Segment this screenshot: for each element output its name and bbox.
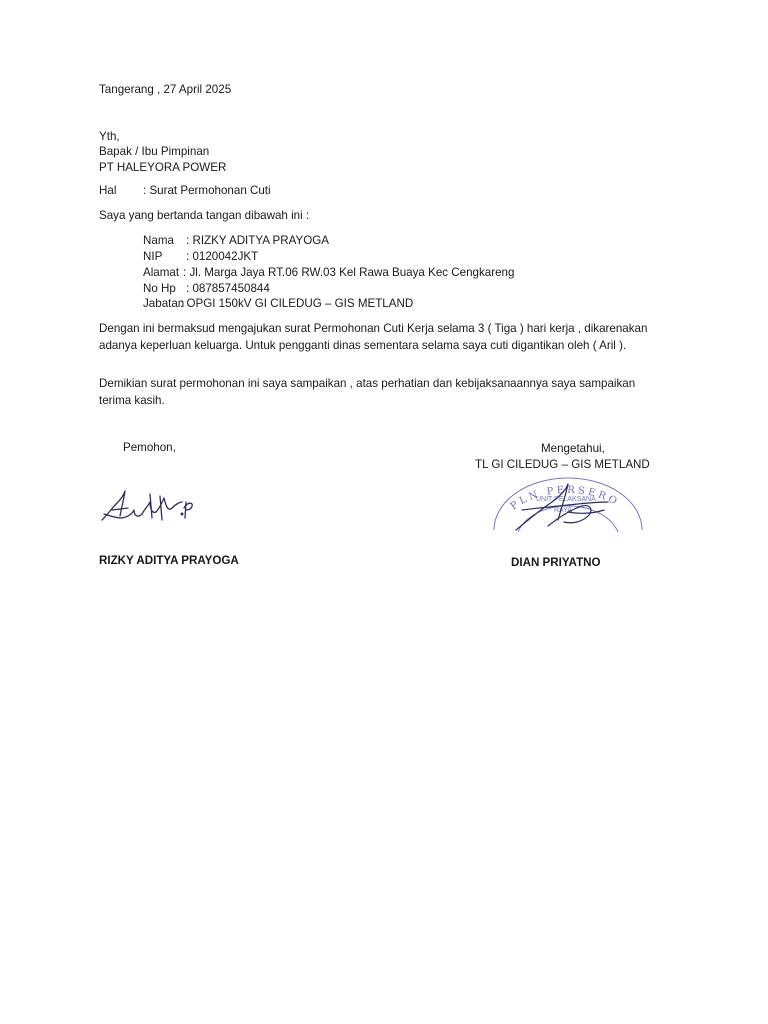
approver-heading-1: Mengetahui,: [541, 442, 605, 455]
approver-name: DIAN PRIYATNO: [511, 556, 601, 569]
body-paragraph-1: Dengan ini bermaksud mengajukan surat Permohonan Cuti Kerja selama 3 ( Tiga ) hari kerja , dikarenakan adanya keperluan keluarga. Untuk pengganti dinas sementara selama saya cuti digantikan oleh ( Aril ).: [99, 322, 648, 352]
subject-value: : Surat Permohonan Cuti: [143, 184, 271, 197]
field-value: : RIZKY ADITYA PRAYOGA: [186, 234, 330, 247]
approver-signature: [508, 480, 618, 540]
approver-heading-2: TL GI CILEDUG – GIS METLAND: [475, 458, 650, 471]
stamp-inner-text: UNIT PELAKSANA: [536, 496, 596, 503]
field-label: NIP: [143, 250, 163, 263]
field-nip: [143, 249, 258, 264]
body-paragraph-2: Demikian surat permohonan ini saya sampaikan , atas perhatian dan kebijaksanaannya saya sampaikan terima kasih.: [99, 377, 636, 407]
field-label: Nama: [143, 234, 174, 247]
field-label: Alamat: [143, 266, 180, 279]
stamp-inner-text-2: RAYA: [554, 507, 573, 514]
intro-text: Saya yang bertanda tangan dibawah ini :: [99, 209, 310, 222]
field-value: : OPGI 150kV GI CILEDUG – GIS METLAND: [180, 297, 414, 310]
recipient-line2: PT HALEYORA POWER: [99, 161, 227, 174]
field-jabatan: [143, 296, 413, 311]
place-date: Tangerang , 27 April 2025: [99, 83, 232, 96]
stamp-outer-text: PLN PERSERO: [508, 484, 622, 513]
field-label: No Hp: [143, 282, 176, 295]
applicant-signature: [98, 488, 198, 528]
field-value: : Jl. Marga Jaya RT.06 RW.03 Kel Rawa Buaya Kec Cengkareng: [183, 266, 515, 279]
field-nohp: [143, 281, 270, 296]
field-nama: [143, 233, 329, 248]
field-label: Jabatan: [143, 297, 185, 310]
applicant-heading: Pemohon,: [123, 441, 176, 454]
subject-label: Hal: [99, 184, 117, 197]
recipient-line1: Bapak / Ibu Pimpinan: [99, 145, 210, 158]
applicant-name: RIZKY ADITYA PRAYOGA: [99, 554, 239, 567]
recipient-salutation: Yth,: [99, 130, 120, 143]
field-value: : 087857450844: [186, 282, 270, 295]
field-value: : 0120042JKT: [186, 250, 259, 263]
field-alamat: [143, 265, 514, 280]
